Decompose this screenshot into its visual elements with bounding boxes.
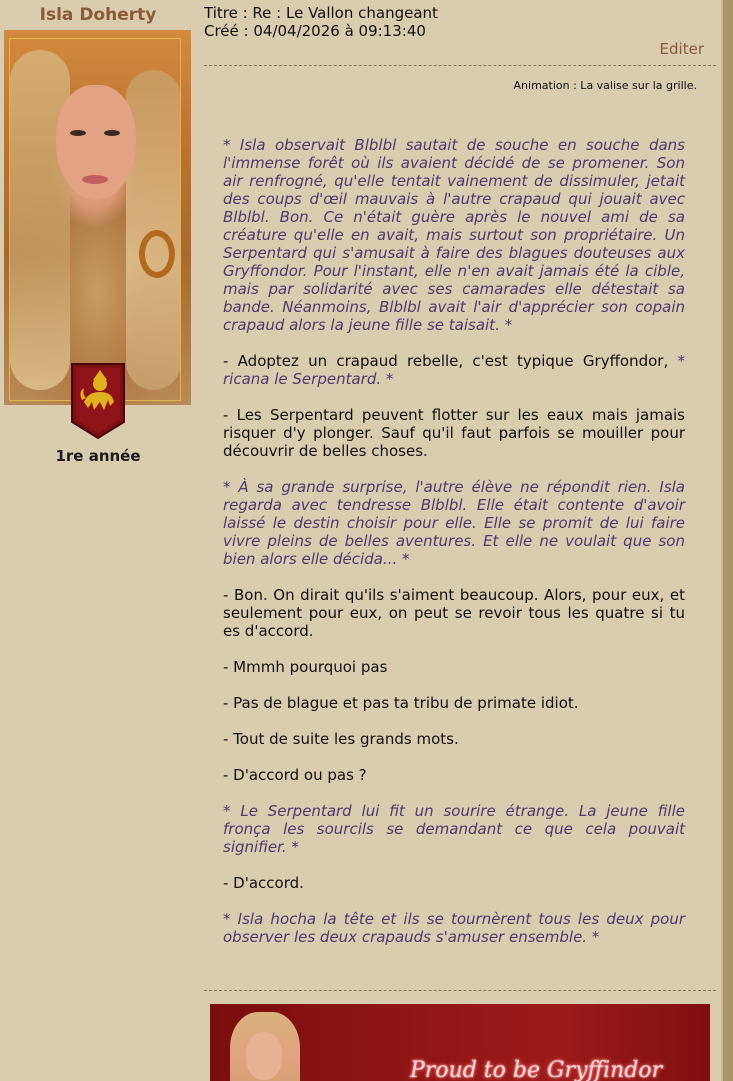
post-title: Titre : Re : Le Vallon changeant xyxy=(204,4,438,22)
author-rank: 1re année xyxy=(55,447,141,465)
edit-button[interactable]: Editer xyxy=(659,40,704,58)
signature-banner xyxy=(210,1004,710,1081)
page-edge-border xyxy=(723,0,733,1081)
gryffindor-lion-crest-icon xyxy=(70,362,126,440)
narration-paragraph: * Le Serpentard lui fit un sourire étrange. La jeune fille fronça les sourcils se demandant ce que cela pouvait signifier. * xyxy=(223,802,685,856)
narration-paragraph: * Isla observait Blblbl sautait de souche en souche dans l'immense forêt où ils avaient décidé de se promener. Son air renfrogné, qu'elle tentait vainement de dissimuler, jetait des coups d'œil mauvais à l'autre crapaud qui jouait avec Blblbl. Bon. Ce n'était guère après le nouvel ami de sa créature qu'elle en avait, mais surtout son propriétaire. Un Serpentard qui s'amusait à faire des blagues douteuses aux Gryffondor. Pour l'instant, elle n'en avait jamais été la cible, mais par solidarité avec ses camarades elle détestait sa bande. Néanmoins, Blblbl avait l'air d'apprécier son copain crapaud alors la jeune fille se taisait. * xyxy=(223,136,685,334)
dialogue-paragraph: - Mmmh pourquoi pas xyxy=(223,658,388,676)
post-body xyxy=(223,136,685,964)
signature-text: Proud to be Gryffindor xyxy=(410,1058,663,1081)
header-divider xyxy=(204,65,716,66)
post-created-date: Créé : 04/04/2026 à 09:13:40 xyxy=(204,22,426,40)
dialogue-paragraph: - Pas de blague et pas ta tribu de primate idiot. xyxy=(223,694,579,712)
post-meta xyxy=(204,4,438,40)
narration-paragraph: * À sa grande surprise, l'autre élève ne répondit rien. Isla regarda avec tendresse Blblbl. Elle était contente d'avoir laissé le destin choisir pour elle. Elle se promit de lui faire vivre pleins de belles aventures. Et elle ne voulait que son bien alors elle décida... * xyxy=(223,478,685,568)
signature-portrait-face xyxy=(246,1032,282,1080)
dialogue-paragraph: - Bon. On dirait qu'ils s'aiment beaucoup. Alors, pour eux, et seulement pour eux, on peut se revoir tous les quatre si tu es d'accord. xyxy=(223,586,685,640)
avatar-frame xyxy=(9,38,181,401)
dialogue-paragraph: - D'accord ou pas ? xyxy=(223,766,367,784)
dialogue-paragraph: - D'accord. xyxy=(223,874,304,892)
signature-divider xyxy=(204,990,716,991)
dialogue-paragraph: - Les Serpentard peuvent flotter sur les eaux mais jamais risquer d'y plonger. Sauf qu'il faut parfois se mouiller pour découvrir de belles choses. xyxy=(223,406,685,460)
author-name[interactable]: Isla Doherty xyxy=(39,5,157,25)
animation-note: Animation : La valise sur la grille. xyxy=(513,79,697,92)
avatar xyxy=(4,30,191,405)
narration-inline: * ricana le Serpentard. * xyxy=(223,352,685,388)
dialogue-paragraph: - Tout de suite les grands mots. xyxy=(223,730,459,748)
dialogue-line: - Adoptez un crapaud rebelle, c'est typique Gryffondor, xyxy=(223,352,678,370)
dialogue-paragraph xyxy=(223,352,685,388)
narration-paragraph: * Isla hocha la tête et ils se tournèrent tous les deux pour observer les deux crapauds s'amuser ensemble. * xyxy=(223,910,685,946)
